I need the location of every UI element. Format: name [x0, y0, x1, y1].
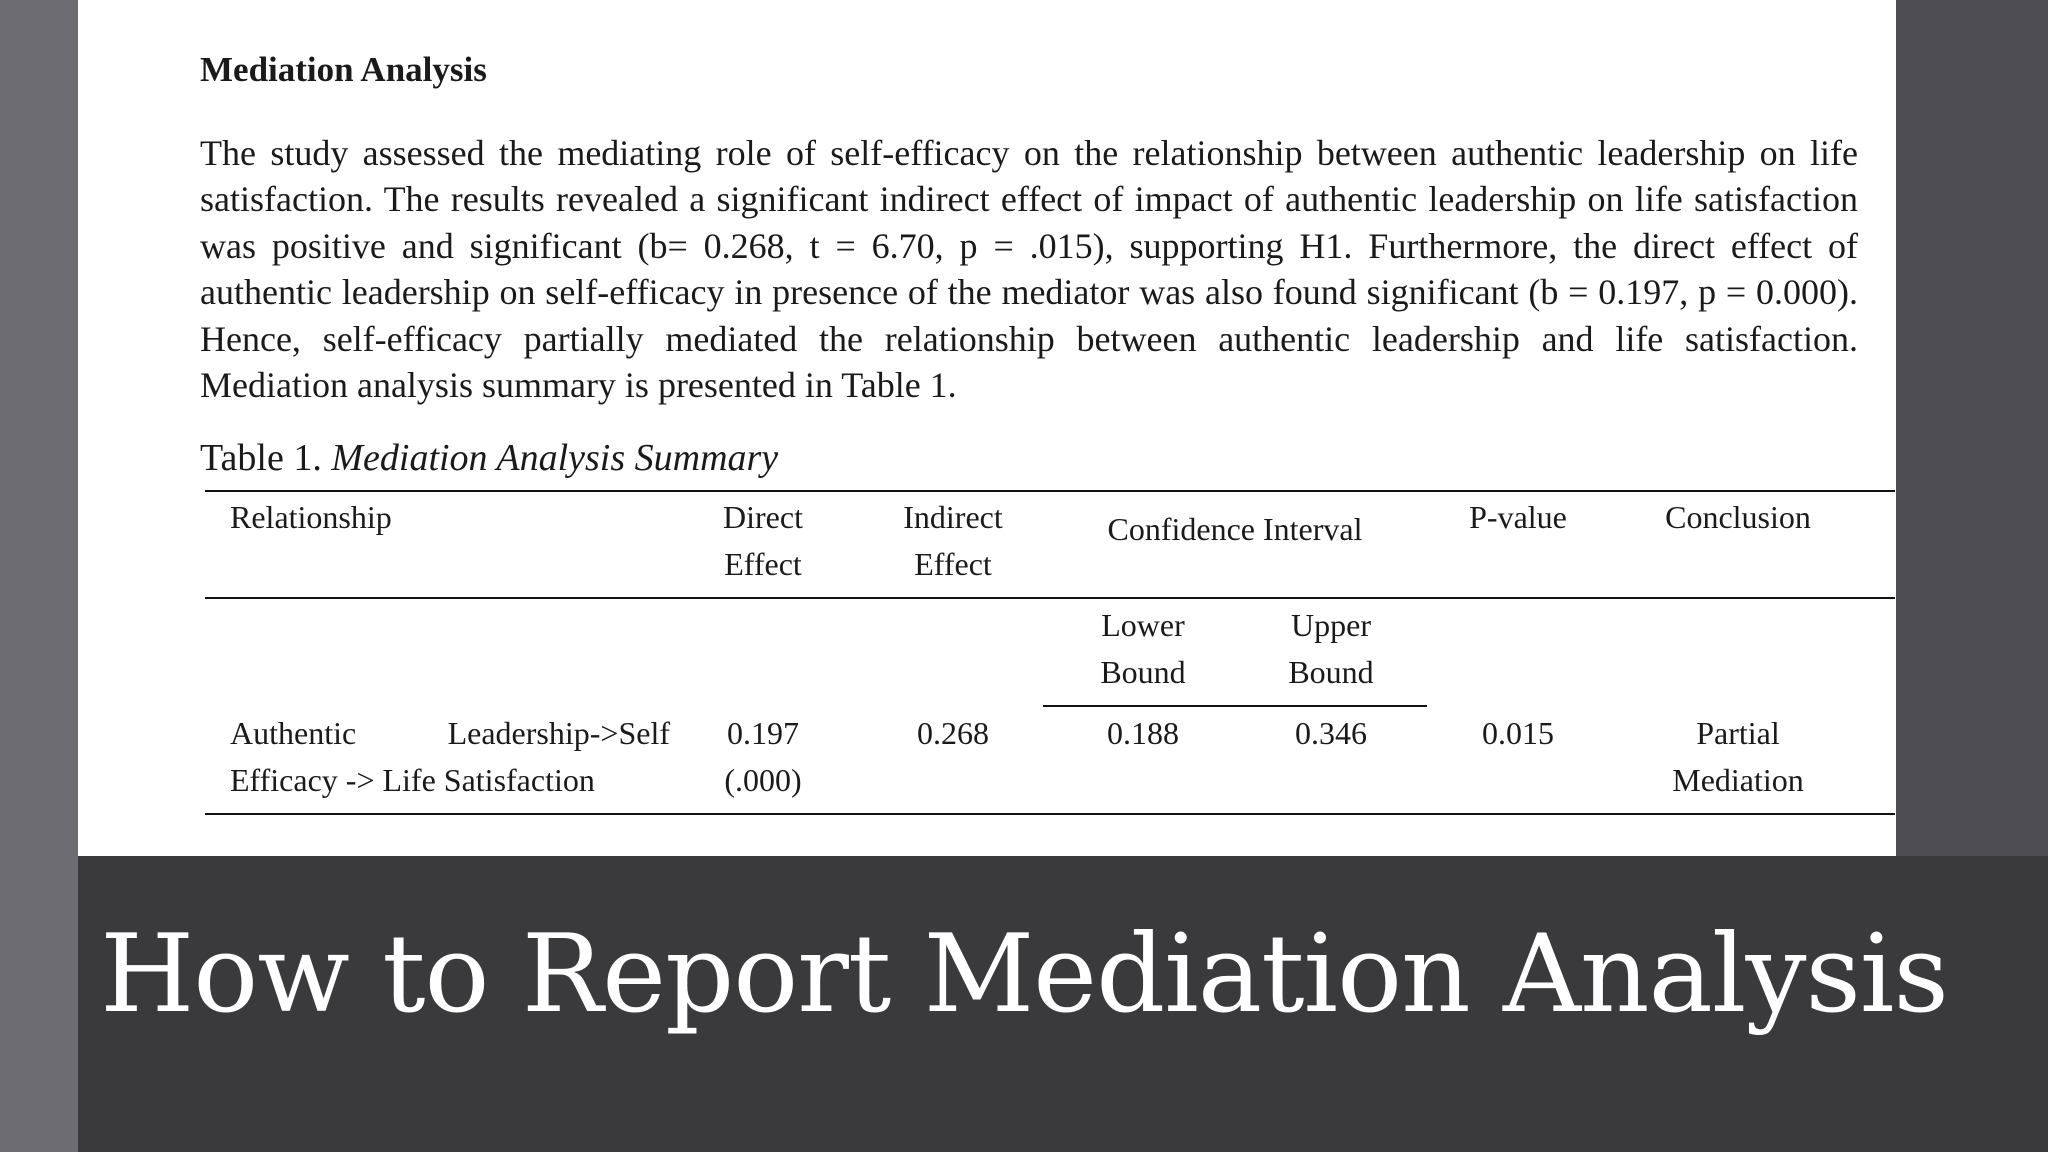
body-paragraph: The study assessed the mediating role of self-efficacy on the relationship between authentic leadership on life satisfaction. The results revealed a significant indirect effect of impact of authentic leadership on life satisfaction was positive and significant (b= 0.268, t = 6.70, p = .015), supporting H1. Furthermore, the direct effect of authentic leadership on self-efficacy in presence of the mediator was also found significant (b = 0.197, p = 0.000). Hence, self-efficacy partially mediated the relationship between authentic leadership and life satisfaction. Mediation analysis summary is presented in Table 1. [200, 133, 1858, 406]
header-direct-effect: Direct Effect [723, 499, 803, 582]
table-caption-title: Mediation Analysis Summary [331, 437, 779, 479]
header-confidence-interval: Confidence Interval [1107, 511, 1363, 547]
row-upper-bound: 0.346 [1295, 715, 1367, 751]
row-relationship-line1 [230, 710, 670, 757]
row-indirect-effect: 0.268 [917, 715, 989, 751]
row-relationship [230, 710, 670, 804]
header-upper-bound: Upper Bound [1288, 607, 1374, 690]
row-relationship-line2: Efficacy -> Life Satisfaction [230, 762, 595, 798]
table-caption [200, 436, 778, 480]
table-caption-label: Table 1. [200, 437, 332, 479]
confidence-interval-rule [1043, 705, 1427, 707]
row-relationship-line1-b: Leadership->Self [447, 715, 670, 751]
slide-title: How to Report Mediation Analysis [100, 912, 1948, 1037]
header-p-value: P-value [1469, 499, 1567, 535]
table-top-rule [205, 490, 1895, 492]
header-indirect-effect: Indirect Effect [903, 499, 1003, 582]
row-conclusion: Partial Mediation [1672, 715, 1804, 798]
row-direct-effect-value: 0.197 [727, 715, 799, 751]
table-header-rule [205, 597, 1895, 599]
section-heading: Mediation Analysis [200, 50, 487, 89]
row-direct-effect-p: (.000) [724, 762, 802, 798]
table-bottom-rule [205, 813, 1895, 815]
header-conclusion: Conclusion [1665, 499, 1811, 535]
row-p-value: 0.015 [1482, 715, 1554, 751]
row-relationship-line1-a: Authentic [230, 715, 357, 751]
row-direct-effect [708, 710, 818, 804]
row-lower-bound: 0.188 [1107, 715, 1179, 751]
header-relationship: Relationship [230, 499, 392, 535]
document-page [78, 0, 1896, 856]
header-lower-bound: Lower Bound [1100, 607, 1186, 690]
